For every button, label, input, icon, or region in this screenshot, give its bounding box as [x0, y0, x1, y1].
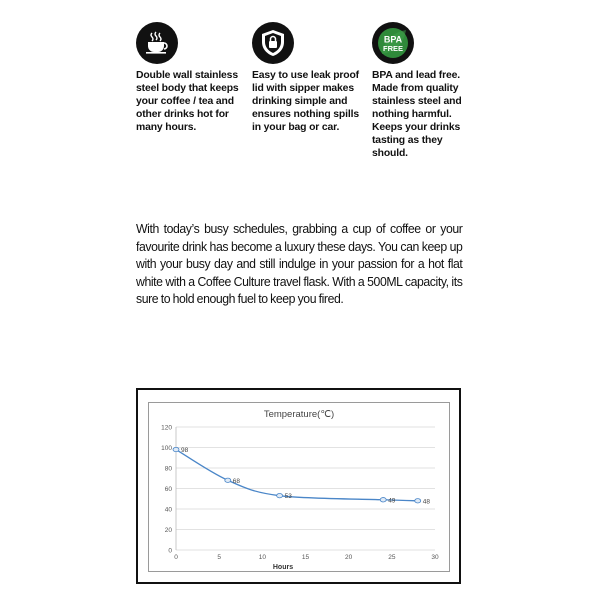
chart-frame: [136, 388, 461, 584]
x-tick-label: 10: [258, 554, 266, 561]
shield-lock-icon: [252, 22, 294, 64]
feature-leak-proof: [252, 22, 364, 134]
series-line: [176, 450, 418, 501]
product-description: With today’s busy schedules, grabbing a cup of coffee or your favourite drink has become a luxury these days. You can keep up with your busy day and still indulge in your passion for a hot flat white with a Coffee Culture travel flask. With a 500ML capacity, its sure to hold enough fuel to keep you fired.: [136, 221, 463, 307]
data-label: 98: [181, 447, 189, 455]
x-tick-label: 5: [217, 554, 221, 561]
feature-description: Easy to use leak proof lid with sipper makes drinking simple and ensures nothing spills in your bag or car.: [252, 70, 359, 133]
data-point: [380, 498, 386, 502]
data-label: 48: [422, 498, 430, 506]
y-tick-label: 60: [164, 486, 172, 493]
bpa-icon-text: BPA: [383, 34, 403, 45]
data-label: 49: [388, 497, 396, 505]
y-tick-label: 0: [168, 547, 172, 555]
chart-title: Temperature(℃): [263, 409, 335, 420]
x-tick-label: 0: [174, 554, 178, 561]
x-axis-label: Hours: [272, 564, 294, 571]
free-icon-text: FREE: [382, 44, 404, 53]
x-tick-label: 25: [388, 554, 396, 561]
x-tick-label: 20: [345, 554, 353, 561]
x-tick-label: 30: [431, 554, 439, 561]
data-point: [415, 499, 421, 503]
feature-bpa-free: [372, 22, 484, 160]
coffee-cup-icon: [136, 22, 178, 64]
data-label: 68: [232, 477, 241, 485]
temperature-chart: [149, 403, 449, 571]
data-point: [277, 493, 283, 497]
data-point: [173, 447, 179, 451]
x-tick-label: 15: [301, 554, 310, 561]
bpa-free-icon: [372, 22, 414, 64]
y-tick-label: 120: [161, 424, 172, 432]
feature-description: Double wall stainless steel body that keeps your coffee / tea and other drinks hot for many hours.: [136, 70, 239, 133]
y-tick-label: 20: [164, 527, 172, 534]
data-label: 53: [284, 493, 292, 501]
y-tick-label: 40: [164, 506, 172, 514]
y-tick-label: 80: [164, 465, 172, 473]
feature-double-wall: [136, 22, 248, 134]
chart-panel: [148, 402, 450, 572]
data-point: [225, 478, 231, 482]
y-tick-label: 100: [161, 445, 172, 452]
feature-description: BPA and lead free. Made from quality stainless steel and nothing harmful. Keeps your drinks tasting as they should.: [372, 70, 462, 159]
